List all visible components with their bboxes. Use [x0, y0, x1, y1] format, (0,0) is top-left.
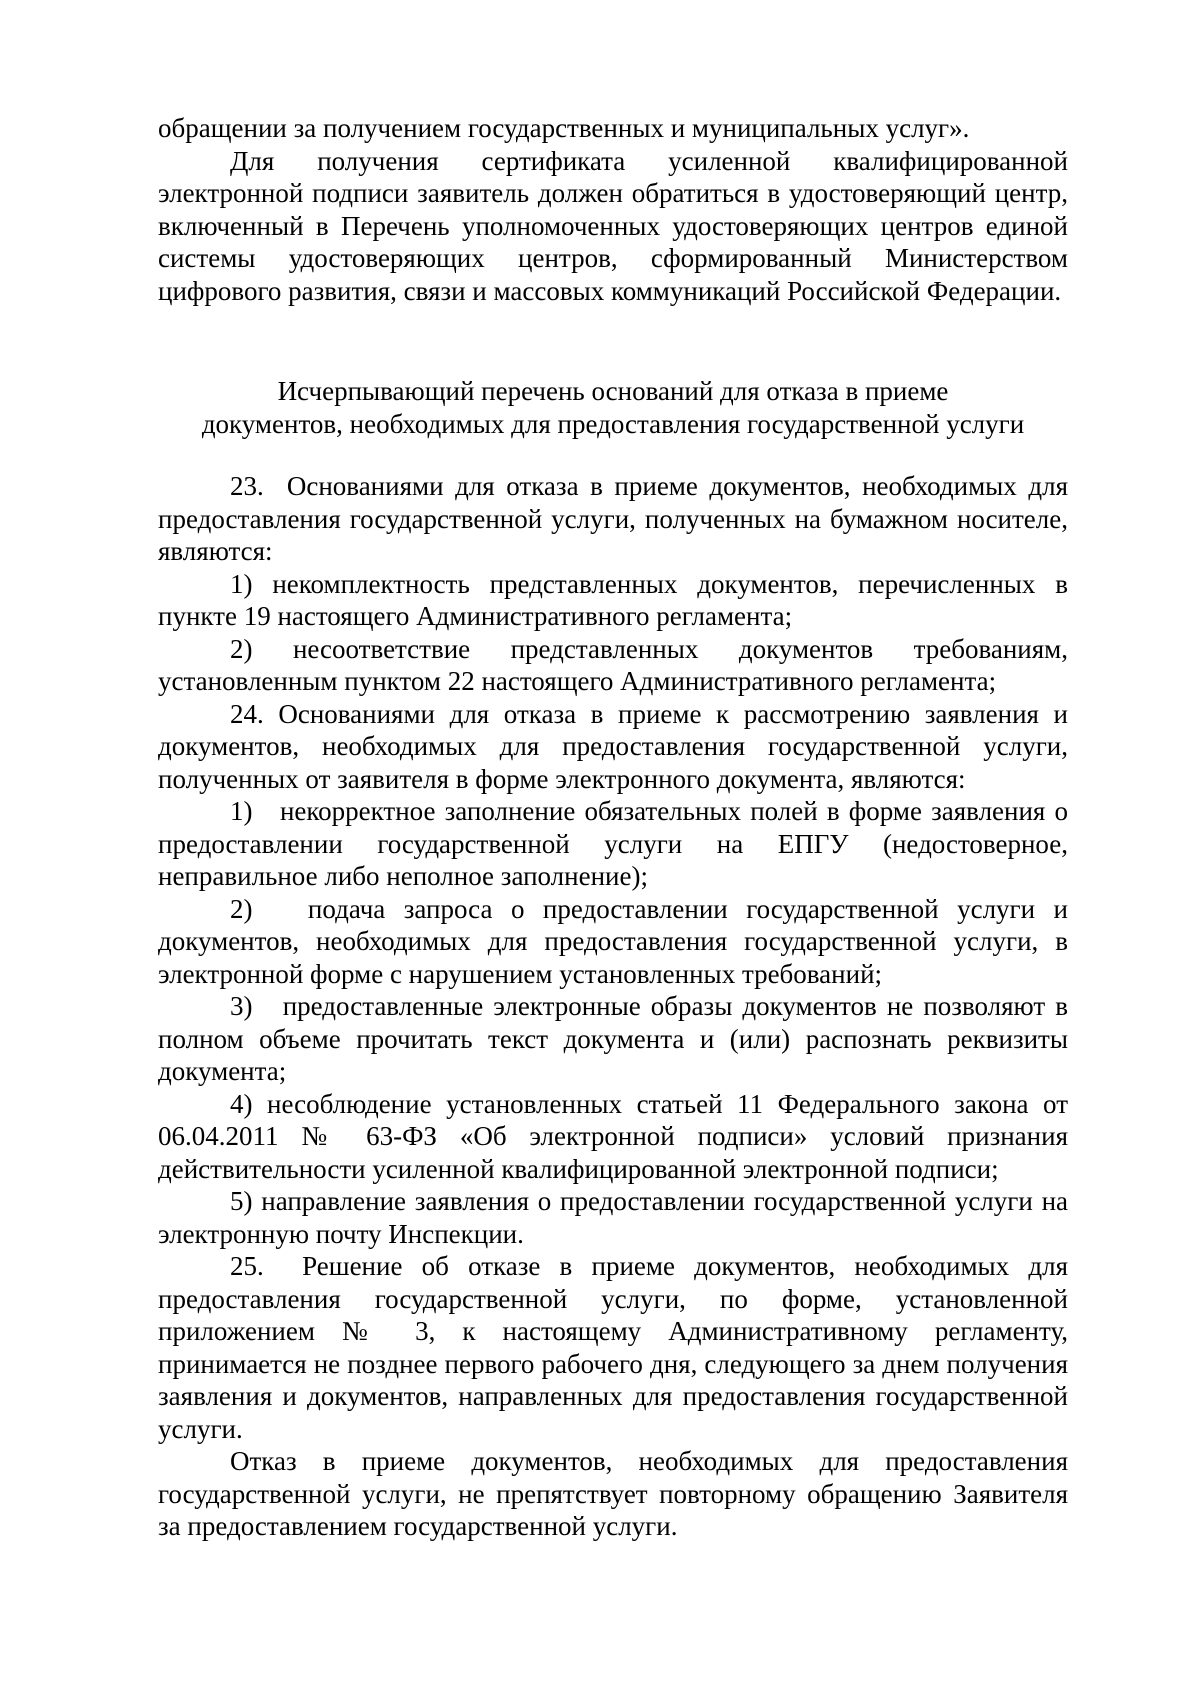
paragraph-item-24-3: 3) предоставленные электронные образы документов не позволяют в полном объеме прочитать текст документа и (или) распознать реквизиты документа; [158, 991, 1075, 1086]
paragraph-item-23: 23. Основаниями для отказа в приеме документов, необходимых для предоставления государственной услуги, полученных на бумажном носителе, являются: [158, 471, 1075, 566]
section-heading-line-1: Исчерпывающий перечень оснований для отказа в приеме [277, 376, 949, 406]
paragraph-item-25: 25. Решение об отказе в приеме документов, необходимых для предоставления государственной услуги, по форме, установленной приложением № 3, к настоящему Административному регламенту, принимается не позднее первого рабочего дня, следующего за днем получения заявления и документов, направленных для предоставления государственной услуги. [158, 1251, 1075, 1444]
paragraph-continuation: обращении за получением государственных и муниципальных услуг». [158, 113, 970, 143]
document-body [158, 112, 1075, 1543]
paragraph-item-24-4: 4) несоблюдение установленных статьей 11 Федерального закона от 06.04.2011 № 63-ФЗ «Об электронной подписи» условий признания действительности усиленной квалифицированной электронной подписи; [158, 1088, 1068, 1184]
paragraph-item-24-2: 2) подача запроса о предоставлении государственной услуги и документов, необходимых для предоставления государственной услуги, в электронной форме с нарушением установленных требований; [158, 893, 1075, 989]
paragraph-item-24-5: 5) направление заявления о предоставлении государственной услуги на электронную почту Инспекции. [158, 1186, 1068, 1249]
paragraph-refusal-note: Отказ в приеме документов, необходимых для предоставления государственной услуги, не препятствует повторному обращению Заявителя за предоставлением государственной услуги. [158, 1446, 1068, 1541]
paragraph-signature-certificate: Для получения сертификата усиленной квалифицированной электронной подписи заявитель должен обратиться в удостоверяющий центр, включенный в Перечень уполномоченных удостоверяющих центров единой системы удостоверяющих центров, сформированный Министерством цифрового развития, связи и массовых коммуникаций Российской Федерации. [158, 145, 1068, 306]
paragraph-item-24: 24. Основаниями для отказа в приеме к рассмотрению заявления и документов, необходимых для предоставления государственной услуги, полученных от заявителя в форме электронного документа, являются: [158, 698, 1068, 794]
section-heading-line-2: документов, необходимых для предоставления государственной услуги [201, 408, 1025, 439]
paragraph-item-24-1: 1) некорректное заполнение обязательных полей в форме заявления о предоставлении государственной услуги на ЕПГУ (недостоверное, неправильное либо неполное заполнение); [158, 796, 1075, 891]
section-heading [158, 375, 1068, 440]
paragraph-item-23-1: 1) некомплектность представленных документов, перечисленных в пункте 19 настоящего Административного регламента; [158, 568, 1068, 631]
paragraph-item-23-2: 2) несоответствие представленных документов требованиям, установленным пунктом 22 настоящего Административного регламента; [158, 633, 1068, 696]
